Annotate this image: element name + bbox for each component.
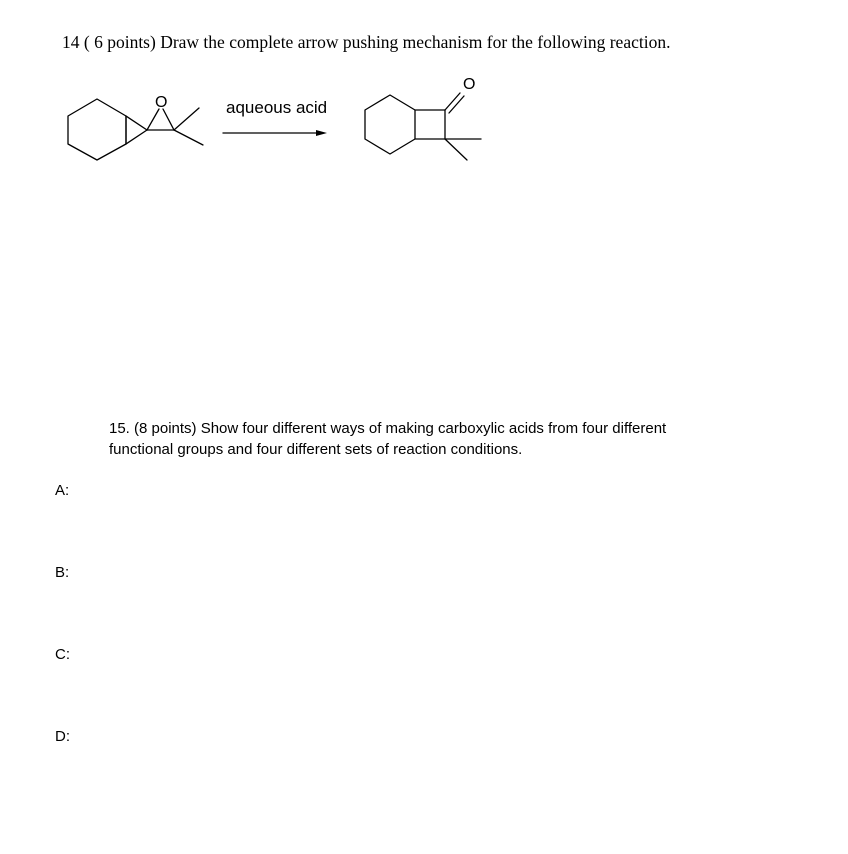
- product-cyclohexane-ring: [365, 95, 415, 154]
- answer-label-c: C:: [55, 646, 70, 663]
- reactant-epoxide-co-bond: [147, 109, 159, 130]
- reactant-methyl-bond: [174, 130, 203, 145]
- product-methyl-bond: [445, 139, 467, 160]
- question-14-prompt: 14 ( 6 points) Draw the complete arrow pushing mechanism for the following reaction.: [62, 32, 671, 52]
- reagent-label: aqueous acid: [226, 98, 328, 117]
- reactant-epoxide-bond: [126, 130, 147, 144]
- product-carbonyl-bond: [445, 93, 460, 110]
- reactant-oxygen-atom: O: [155, 94, 168, 111]
- answer-label-b: B:: [55, 564, 70, 581]
- answer-label-d: D:: [55, 728, 70, 745]
- reactant-epoxide-bond: [126, 116, 147, 130]
- reactant-methyl-bond: [174, 108, 199, 130]
- product-oxygen-atom: O: [463, 76, 476, 93]
- product-carbonyl-bond: [449, 96, 464, 113]
- reactant-cyclohexane-ring: [68, 99, 126, 160]
- question-15-prompt: 15. (8 points) Show four different ways of making carboxylic acids from four different functional groups and four different sets of reaction conditions.: [109, 420, 667, 458]
- reaction-arrow-head: [316, 130, 327, 136]
- reactant-epoxide-co-bond: [163, 109, 174, 130]
- answer-label-a: A:: [55, 482, 70, 499]
